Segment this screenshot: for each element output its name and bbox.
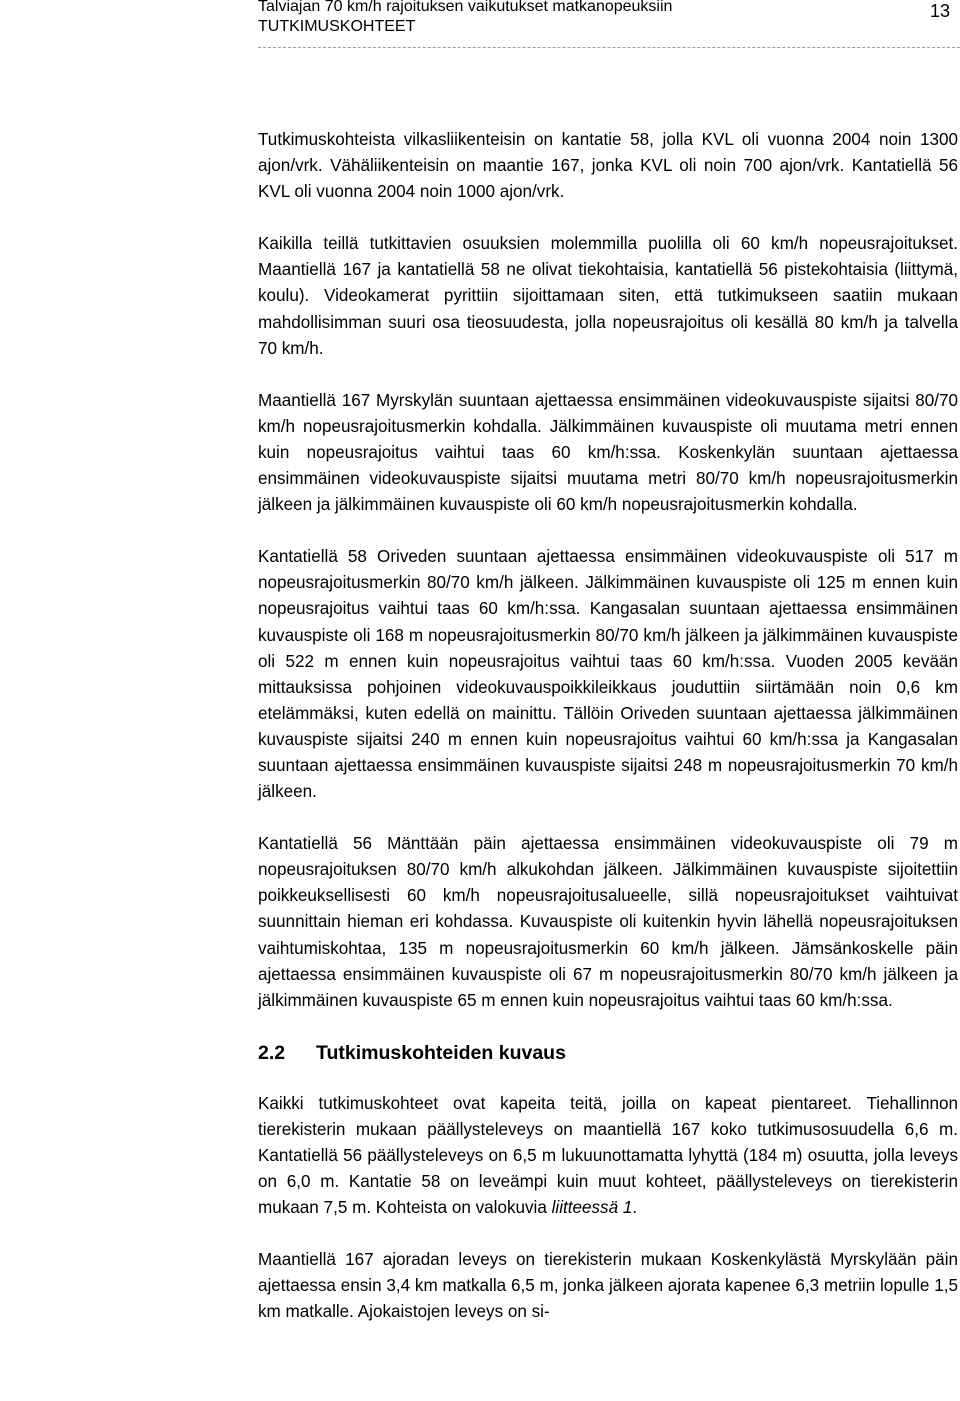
section-number: 2.2	[258, 1041, 286, 1064]
paragraph-lane-widths: Maantiellä 167 ajoradan leveys on tierekisterin mukaan Koskenkylästä Myrskylään päin ajettaessa ensin 3,4 km matkalla 6,5 m, jonka jälkeen ajorata kapenee 6,3 metriin lopulle 1,5 km matkalle. Ajokaistojen leveys on si-	[258, 1250, 958, 1322]
header-divider	[258, 47, 960, 48]
section-heading	[258, 1040, 958, 1066]
page-header	[258, 0, 958, 46]
header-title: Talviajan 70 km/h rajoituksen vaikutukset matkanopeuksiin	[258, 0, 673, 15]
page-number: 13	[929, 1, 950, 21]
paragraph-road-56: Kantatiellä 56 Mänttään päin ajettaessa ensimmäinen videokuvauspiste oli 79 m nopeusrajoituksen 80/70 km/h alkukohdan jälkeen. Jälkimmäinen kuvauspiste sijoitettiin poikkeuksellisesti 60 km/h nopeusrajoitusalueelle, sillä nopeusrajoitukset vaihtuivat suunnittain hieman eri kohdassa. Kuvauspiste oli kuitenkin hyvin lähellä nopeusrajoituksen vaihtumiskohtaa, 135 m nopeusrajoitusmerkin 60 km/h jälkeen. Jämsänkoskelle päin ajettaessa ensimmäinen kuvauspiste oli 67 m nopeusrajoitusmerkin 80/70 km/h jälkeen ja jälkimmäinen kuvauspiste 65 m ennen kuin nopeusrajoitus vaihtui taas 60 km/h:ssa.	[258, 834, 958, 1010]
paragraph-road-58: Kantatiellä 58 Oriveden suuntaan ajettaessa ensimmäinen videokuvauspiste oli 517 m nopeusrajoitusmerkin 80/70 km/h jälkeen. Jälkimmäinen kuvauspiste oli 125 m ennen kuin nopeusrajoitus vaihtui taas 60 km/h:ssa. Kangasalan suuntaan ajettaessa ensimmäinen kuvauspiste oli 168 m nopeusrajoitusmerkin 80/70 km/h jälkeen ja jälkimmäinen kuvauspiste oli 522 m ennen kuin nopeusrajoitus vaihtui taas 60 km/h:ssa. Vuoden 2005 kevään mittauksissa pohjoinen videokuvauspoikkileikkaus jouduttiin siirtämään noin 0,6 km etelämmäksi, kuten edellä on mainittu. Tällöin Oriveden suuntaan ajettaessa jälkimmäinen kuvauspiste sijaitsi 240 m ennen kuin nopeusrajoitus vaihtui 60 km/h:ssa ja Kangasalan suuntaan ajettaessa ensimmäinen kuvauspiste sijaitsi 248 m nopeusrajoitusmerkin 70 km/h jälkeen.	[258, 547, 958, 802]
paragraph-speed-limits: Kaikilla teillä tutkittavien osuuksien molemmilla puolilla oli 60 km/h nopeusrajoitukset. Maantiellä 167 ja kantatiellä 58 ne olivat tiekohtaisia, kantatiellä 56 pistekohtaisia (liittymä, koulu). Videokamerat pyrittiin sijoittamaan siten, että tutkimukseen saatiin mukaan mahdollisimman suuri osa tieosuudesta, jolla nopeusrajoitus oli kesällä 80 km/h ja talvella 70 km/h.	[258, 234, 958, 358]
header-subtitle: TUTKIMUSKOHTEET	[258, 18, 416, 35]
appendix-reference: liitteessä 1	[551, 1198, 633, 1218]
paragraph-road-167: Maantiellä 167 Myrskylän suuntaan ajettaessa ensimmäinen videokuvauspiste sijaitsi 80/70 km/h nopeusrajoitusmerkin kohdalla. Jälkimmäinen kuvauspiste oli muutama metri ennen kuin nopeusrajoitus vaihtui taas 60 km/h:ssa. Koskenkylän suuntaan ajettaessa ensimmäinen videokuvauspiste sijaitsi muutama metri 80/70 km/h nopeusrajoitusmerkin jälkeen ja jälkimmäinen kuvauspiste oli 60 km/h nopeusrajoitusmerkin kohdalla.	[258, 390, 958, 515]
paragraph-road-widths-end: .	[632, 1198, 638, 1218]
paragraph-road-widths	[258, 1091, 958, 1221]
page-body	[258, 127, 958, 1352]
paragraph-road-widths-text: Kaikki tutkimuskohteet ovat kapeita teitä, joilla on kapeat pientareet. Tiehallinnon tierekisterin mukaan päällysteleveys on maantiellä 167 koko tutkimusosuudella 6,6 m. Kantatiellä 56 päällysteleveys on 6,5 m lukuunottamatta lyhyttä (184 m) osuutta, jolla leveys on 6,0 m. Kantatie 58 on leveämpi kuin muut kohteet, päällysteleveys on tierekisterin mukaan 7,5 m. Kohteista on valokuvia	[258, 1093, 958, 1218]
paragraph-traffic-volumes: Tutkimuskohteista vilkasliikenteisin on kantatie 58, jolla KVL oli vuonna 2004 noin 1300 ajon/vrk. Vähäliikenteisin on maantie 167, jonka KVL oli noin 700 ajon/vrk. Kantatiellä 56 KVL oli vuonna 2004 noin 1000 ajon/vrk.	[258, 130, 958, 202]
section-title: Tutkimuskohteiden kuvaus	[316, 1041, 566, 1064]
